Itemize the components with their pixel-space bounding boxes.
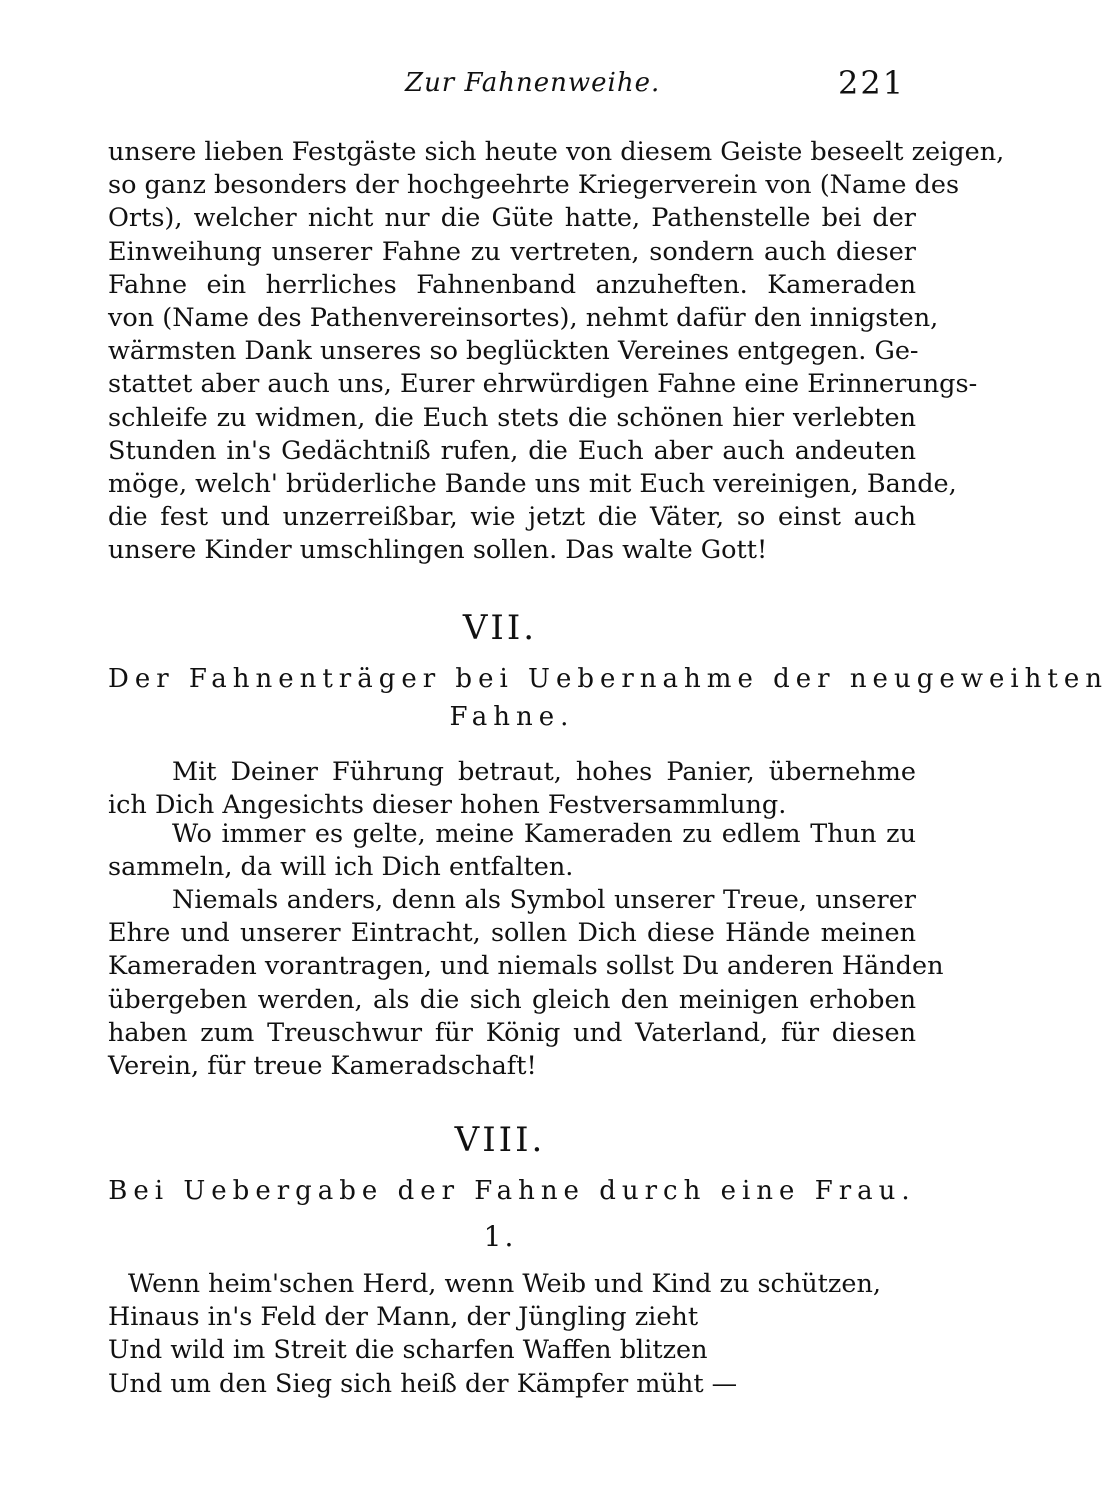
heading-line: Fahne. bbox=[449, 702, 575, 732]
text-line: Kameraden vorantragen, und niemals sollst Du anderen Händen bbox=[108, 951, 944, 982]
heading-line: Der Fahnenträger bei Uebernahme der neugeweihten bbox=[108, 664, 1108, 694]
text-line: Wo immer es gelte, meine Kameraden zu edlem Thun zu bbox=[172, 819, 916, 849]
running-title: Zur Fahnenweihe. bbox=[405, 68, 661, 98]
section-numeral-viii: VIII. bbox=[454, 1120, 546, 1160]
text-line: haben zum Treuschwur für König und Vaterland, für diesen bbox=[108, 1017, 916, 1048]
page-number: 221 bbox=[838, 64, 906, 102]
text-line: Verein, für treue Kameradschaft! bbox=[108, 1050, 537, 1081]
text-line: wärmsten Dank unseres so beglückten Vereines entgegen. Ge- bbox=[108, 336, 919, 367]
text-line: sammeln, da will ich Dich entfalten. bbox=[108, 852, 574, 883]
text-line: so ganz besonders der hochgeehrte Kriegerverein von (Name des bbox=[108, 170, 960, 201]
verse-line: Und wild im Streit die scharfen Waffen blitzen bbox=[108, 1335, 708, 1366]
text-line: von (Name des Pathenvereinsortes), nehmt dafür den innigsten, bbox=[108, 302, 939, 333]
text-line: ich Dich Angesichts dieser hohen Festversammlung. bbox=[108, 790, 787, 821]
heading-line: Bei Uebergabe der Fahne durch eine Frau. bbox=[108, 1176, 916, 1206]
text-line: Niemals anders, denn als Symbol unserer Treue, unserer bbox=[172, 885, 916, 915]
text-line: unsere lieben Festgäste sich heute von diesem Geiste beseelt zeigen, bbox=[108, 137, 1005, 167]
section-heading-viii bbox=[108, 1172, 916, 1210]
text-line: Orts), welcher nicht nur die Güte hatte, Pathenstelle bei der bbox=[108, 203, 916, 234]
verse-line: Wenn heim'schen Herd, wenn Weib und Kind zu schützen, bbox=[128, 1269, 881, 1299]
verse-line: Hinaus in's Feld der Mann, der Jüngling zieht bbox=[108, 1302, 699, 1333]
intro-paragraph bbox=[108, 136, 1005, 567]
text-line: übergeben werden, als die sich gleich den meinigen erhoben bbox=[108, 984, 916, 1015]
section-numeral-vii: VII. bbox=[462, 608, 538, 648]
text-line: die fest und unzerreißbar, wie jetzt die Väter, so einst auch bbox=[108, 502, 916, 533]
running-head bbox=[0, 62, 1000, 102]
text-line: stattet aber auch uns, Eurer ehrwürdigen Fahne eine Erinnerungs- bbox=[108, 369, 978, 400]
text-line: Ehre und unserer Eintracht, sollen Dich diese Hände meinen bbox=[108, 918, 916, 949]
section-heading-vii bbox=[108, 660, 1108, 736]
text-line: Einweihung unserer Fahne zu vertreten, sondern auch dieser bbox=[108, 236, 916, 267]
verse bbox=[108, 1268, 908, 1401]
text-line: schleife zu widmen, die Euch stets die schönen hier verlebten bbox=[108, 402, 916, 433]
text-line: unsere Kinder umschlingen sollen. Das walte Gott! bbox=[108, 535, 768, 566]
text-line: möge, welch' brüderliche Bande uns mit Euch vereinigen, Bande, bbox=[108, 468, 957, 499]
paragraph bbox=[108, 756, 916, 822]
verse-number: 1. bbox=[483, 1220, 517, 1253]
text-line: Stunden in's Gedächtniß rufen, die Euch aber auch andeuten bbox=[108, 435, 916, 466]
verse-line: Und um den Sieg sich heiß der Kämpfer müht — bbox=[108, 1368, 738, 1399]
paragraph bbox=[108, 818, 916, 884]
text-line: Fahne ein herrliches Fahnenband anzuheften. Kameraden bbox=[108, 269, 916, 300]
paragraph bbox=[108, 884, 944, 1083]
text-line: Mit Deiner Führung betraut, hohes Panier, übernehme bbox=[172, 757, 916, 787]
